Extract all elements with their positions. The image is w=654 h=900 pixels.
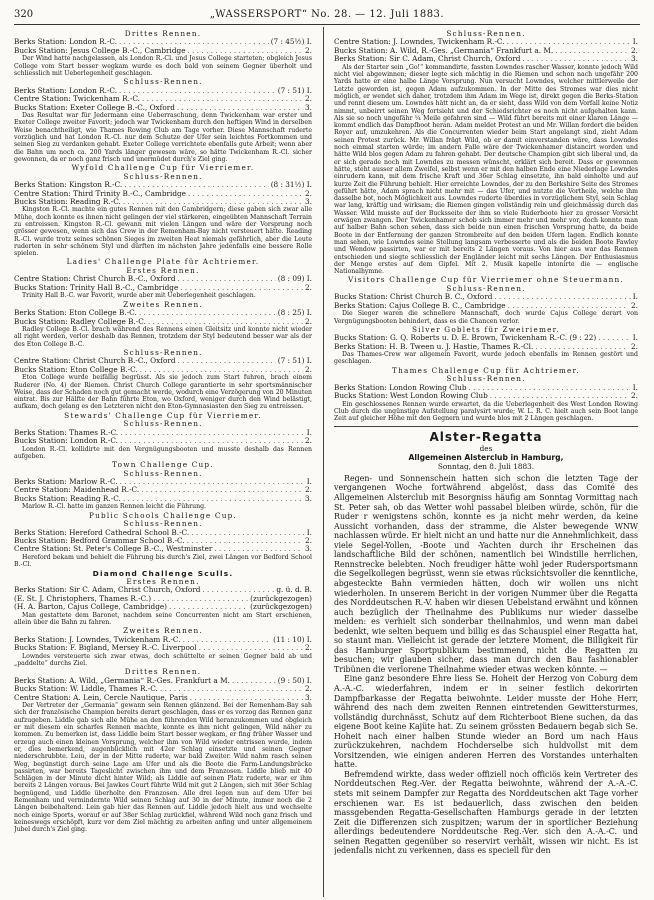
article-paragraph: Eine ganz besondere Ehre liess Se. Hoheit der Herzog von Coburg dem A.-A.-C. wiederfahren, indem er in seiner festlich dekorirten Dampfbarkasse der Regatta beiwohnte. Leider musste der Hohe Herr, während des nach dem zweiten Rennen eintretenden Gewittersturmes, vollständig durchnässt, Schutz auf dem Richterboot Biene suchen, da das eigene Boot keine Kajüte hat. Zu seinem grössten Bedauern begab sich Se. Hoheit nach einer halben Stunde wieder an Bord um nach Haus zurückzukehren, nachdem Hochderselbe sich huldvollst mit dem Vorsitzenden, wie einigen anderen Herren des Vorstandes unterhalten hatte. xyxy=(334,674,638,770)
leader-dots xyxy=(522,55,629,63)
section-heading: Diamond Challenge Sculls. xyxy=(92,568,234,578)
leader-dots xyxy=(120,437,303,445)
crew-label: Berks Station: Eton College B.-C. xyxy=(14,308,137,318)
race-report: Radley College B.-Cl. brach während des Rennens einen Gleitsitz und konnte nicht wieder all right werden, verlor deshalb das Rennen, trotzdem der Styl bedeutend besser war als der des Eton College B.-C. xyxy=(14,325,312,348)
crew-label: Centre Station: Third Trinity B.-C., Cambridge xyxy=(14,188,186,198)
placing: 2. xyxy=(305,45,312,55)
crew-label: Centre Station: Maidenhead R.-C. xyxy=(14,485,140,495)
race-report: Der Vertreter der „Germania“ gewann sein Rennen glänzend. Bei der Remenham-Bay sah sich der französische Champion bereits derart geschlagen, dass er es vorzog das Rennen ganz aufzugeben. Liddle gab sich alle Mühe an den führenden Wild heranzukommen und obgleich er mit diesem ein scharfes Rennen machte, konnte es ihm nicht gelingen, Wild näher zu kommen. Zu bemerken ist, dass Liddle beim Start besser wegkam, er fing früher Wasser und erzeug auch einen kleinen Vorsprung, welcher ihm von Wild wieder entrissen wurde, indem er, dies bemerkend, augenblicklich mit 42er Schlag einsetzte und seinen Gegner niederschrubbte. Leiu, der in der Mitte ruderte, war bald Zweiter. Wild nahm rasch seinen Weg, begünstigt durch seine Lage am Ufer und als die Boote die Farm-Landungsbrücke passirten, war bereits Tageslicht zwischen ihm und dem Franzosen. Liddle blieb mit 40 Schlägen in der Minute dicht hinter Wild; als Liddle auf seinen Platz ruderte, war er ihm bereits 2 Längen voraus. Bei Jawkes Court führte Wild mit gut 2 Längen, sich mit 36er Schlag begnügend, und Liddle überholte den Franzosen. Alle drei legen nun auf dem Ufer bei Remenham und vermindernte Wild seinen Schlag auf 30 in der Minute, immer noch die 2 Längen beibehaltend. Lein gab hier das Rennen auf. Liddle jedoch hielt aus und wechselte noch einige Sports, worauf er auf 38er Schlag zurückfiel, während Wild noch ganz frisch und keineswegs erschöpft, kurz vor dem Ziel mächtig zu arbeiten anfing und unter allgemeinem Jubel durch's Ziel ging. xyxy=(14,702,312,834)
crew-label: Bucks Station: London R.-C. xyxy=(14,436,118,446)
leader-dots xyxy=(141,486,303,494)
leader-dots xyxy=(120,429,305,437)
result-row xyxy=(14,318,312,326)
section-heading: Ladies' Challenge Plate für Achtriemer. xyxy=(66,257,260,267)
placing: (zurückgezogen) xyxy=(250,602,312,612)
crew-label: Berks Station: Sir C. Adam, Christ Church, Oxford xyxy=(334,54,521,64)
crew-label: Bucks Station: Trinity Hall B.-C., Cambridge xyxy=(14,282,179,292)
article-body xyxy=(334,474,638,856)
section-heading: Thames Challenge Cup für Achtriemer. xyxy=(392,365,580,375)
leader-dots xyxy=(119,87,276,95)
crew-label: Berks Station: J. Lowndes, Twickenham R.-C. xyxy=(14,634,181,644)
race-report: London R.-Cl. kollidirte mit den Vergnügungsbooten und musste deshalb das Rennen aufgeben. xyxy=(14,445,312,460)
result-row xyxy=(334,302,638,310)
race-report: Man gestattete dem Baronet, nachdem seine Concurrenten nicht am Start erschienen, allein über die Bahn zu fahren. xyxy=(14,611,312,627)
crew-label: Berks Station: Hereford Cathedral School B.-C. xyxy=(14,527,190,537)
crew-label: Centre Station: St. Peter's College B.-C., Westminster xyxy=(14,544,213,554)
crew-label: Centre Station: Twickenham R.-C. xyxy=(14,94,140,104)
race-report: Trinity Hall B.-C. war Favorit, wurde aber mit Ueberlegenheit geschlagen. xyxy=(22,292,256,300)
leader-dots xyxy=(178,357,276,365)
result-row xyxy=(14,694,312,702)
crew-label: Bucks Station: Jesus College B.-C., Cambridge xyxy=(14,45,186,55)
placing: I. xyxy=(632,37,638,47)
placing: 2. xyxy=(305,364,312,374)
leader-dots xyxy=(177,104,303,112)
result-row xyxy=(14,644,312,652)
crew-label: Centre Station: J. Lowndes, Twickenham R.-C. xyxy=(334,37,505,47)
crew-label: Centre Station: Christ Church B.-C., Oxford xyxy=(14,274,176,284)
article-paragraph: Befremdend wirkte, dass weder offiziell noch officiös kein Vertreter des Norddeutschen Reg.-Ver. der Regatta beiwohnte, während der A.-A.-C. stets mit seinem Dampfer zur Regatta des Norddeutschen akt Tage vorher erschienen war. Es ist bedauerlich, dass zwischen den beiden massgebenden Regatta-Gesellschaften Hamburgs gerade in der letzten Zeit die Differenzen sich zuspitzen; warum der in sportlicher Beziehung allerdings bedeutendere Norddeutsche Reg.-Ver. sich den A.-A.-C. und seinen Regatten gegenüber so reservirt verhält, wissen wir nicht. Es ist jedenfalls nicht zu verkennen, dass es speciell für den xyxy=(334,769,638,856)
result-row xyxy=(14,47,312,55)
crew-label: Centre Station: A. Lein, Cercle Nautique, Paris xyxy=(14,692,188,702)
crew-label: Berks Station: H. B. Tween u. J. Hastie, Thames R.-Cl. xyxy=(334,341,534,351)
leader-dots xyxy=(190,694,303,702)
placing: I. xyxy=(306,477,312,486)
leader-dots xyxy=(139,309,276,317)
article-title: Alster-Regatta xyxy=(429,430,543,445)
right-column xyxy=(334,30,638,898)
leader-dots xyxy=(232,677,276,685)
result-row xyxy=(334,343,638,351)
crew-label: Bucks Station: Christ Church B. C., Oxford xyxy=(334,292,493,302)
race-report: Die Sieger waren die schnellere Mannschaft, doch wurde Cajus College derart von Vergnügungsbooten behindert, dass es die Chancen verlor. xyxy=(334,310,638,325)
leader-dots xyxy=(188,47,304,55)
leader-dots xyxy=(191,529,305,537)
crew-label: Bucks Station: Radley College B.-C. xyxy=(14,316,146,326)
section-heading: Schluss-Rennen. xyxy=(446,283,526,293)
placing: g. ü. d. B. xyxy=(276,585,312,595)
crew-label: Bucks Station: Exeter College B.-C., Oxford xyxy=(14,102,175,112)
result-row xyxy=(14,366,312,374)
race-report: Das Thames-Crew war allgemein Favorit, wurde jedoch ebenfalls im Rennen gestört und geschlagen. xyxy=(334,351,638,366)
section-heading: Wyfold Challenge Cup für Vierriemer. xyxy=(71,163,255,173)
placing: 2. xyxy=(305,643,312,653)
crew-label: Centre Station: Christ Church B.-C., Oxford xyxy=(14,356,176,366)
leader-dots xyxy=(180,284,303,292)
race-report: Kingston R.-Cl. machte ein gutes Rennen mit den Cambridgern; diese gaben sich zwar alle Mühe, doch konnte es ihnen nicht gelingen der viel stärkeren, eingeübten Mannschaft Terrain zu entreissen. Kingston R.-Cl. gewann mit vielen Längen und wäre der Vorsprung noch grösser gewesen, wenn sich das Crew in der Remenham-Bay nicht versteuert hätte. Reading R.-Cl. wurde trotz seines schönen Sieges im zweiten Heat niemals gefährlich, aber die Leute ruderten in sehr schönem Styl und dürften im nächsten Jahre jedenfalls eine bessere Rolle spielen. xyxy=(14,206,312,258)
placing: 2. xyxy=(631,45,638,55)
leader-dots xyxy=(508,302,629,310)
section-heading: Drittes Rennen. xyxy=(124,30,202,38)
crew-label: Bucks Station: West London Rowing Club xyxy=(334,391,488,401)
section-heading: Schluss-Rennen. xyxy=(446,30,526,38)
crew-label: Berks Station: A. Wild, „Germania“ R.-Ges. Frankfurt a M. xyxy=(14,675,230,685)
leader-dots xyxy=(123,495,303,503)
placing: I. xyxy=(632,382,638,392)
leader-dots xyxy=(178,275,276,283)
race-report: Eton College wurde beifällig begrüsst. Als sie jedoch zum Start fuhren, brach einem Ruderer (No. 4) der Riemen. Christ Church College garantierte in sehr sportsmännischer Weise, dass der Schaden noch gut gemacht werde, wodurch eine Verzögerung von 20 Minuten eintrat. Bis zur Hälfte der Bahn führte Eton, wo Oxford, weniger durch den Wind belästigt, aufkam, doch gelang es den Letzteren nicht den Eton-Gymnasiasten den Sieg zu entreissen. xyxy=(14,374,312,411)
placing: 2. xyxy=(305,684,312,694)
placing: (9 : 50) I. xyxy=(277,675,312,685)
section-heading: Schluss-Rennen. xyxy=(123,77,203,87)
article-paragraph: Regen- und Sonnenschein hatten sich schon die letzten Tage der vergangenen Woche fortwährend abgelöst, dass das Comité des Allgemeinen Alsterclub mit Besorgniss häufig am Sonntag Vormittag nach St. Peter sah, ob das Wetter wohl passabel bleiben würde, schön, für die Ruder r wenigstens schön, konnte es ja nicht mehr werden, da keine Aussicht vorhanden, dass der stramme, die Alster bewegende WNW nachlassen würde. Er hielt nicht an und hatte nur die Annehmlichkeit, dass viele Segel-Yollen, -Boote und -Yachten durch ihr Erscheinen das landschaftliche Bild der schönen, namentlich bei Windstille herrlichen, Rennstrecke belebten. Noch freudiger hätte wohl jeder Rudersportsmann die Segelkollegen begrüsst, wenn sie etwas rücksichtsvoller die kenntliche, abgesteckte Bahn vermieden hätten, doch wir wollen uns nicht wiederholen. In unserem Bericht in der vorigen Nummer über die Regatta des Norddeutschen R.-V. haben wir diesen Uebelstand erwähnt und können auch bezüglich der Theilnahme des Publikums nur wieder dasselbe melden: es verhielt sich sonderbar theilnahmlos, und wenn man dabei bedenkt, wie selten bequem und billig es das Schauspiel einer Regatta hat, so staunt man. Vielleicht ist gerade der letztere Moment, die Billigkeit für das Hamburger Sportpublikum bestimmend, nicht die Regatten zu besuchen; wir glauben sicher, dass man durch den Bau fashionabler Tribünen die verlorene Theilnahme wieder etwas wecken könnte. — xyxy=(334,473,638,674)
placing: I. xyxy=(632,333,638,343)
leader-dots xyxy=(123,198,303,206)
result-row xyxy=(334,55,638,63)
placing: 2. xyxy=(631,391,638,401)
crew-label: (E. St. J. Christophers, Thames R.-C.) xyxy=(14,593,152,603)
section-heading: Visitors Challenge Cup für Vierriemer ohne Steuermann. xyxy=(348,275,624,285)
section-heading: Erstes Rennen. xyxy=(126,576,200,586)
article-club: Allgemeinen Alsterclub in Hamburg, xyxy=(408,452,564,462)
section-heading: Schluss-Rennen. xyxy=(123,519,203,529)
race-report: Das Resultat war für Jedermann eine Ueberraschung, denn Twickenham war erster und Exeter College zweiter Favorit; jedoch war Twickenham durch den heftigen Wind in derselben Weise benachtheiligt, wie Thames Rowing Club am Tage vorher. Diese Mannschaft ruderte vorzüglich und hat London R.-Cl. nur dem Schutze der Ufer sein leichtes Fortkommen und seinen Sieg zu verdanken gehabt. Exeter College verrichtete ebenfalls gute Arbeit; wenn aber die Bahn um noch ca. 200 Yards länger gewesen wäre, so hätte Twickenham R.-Cl. sicher gewonnen, da er noch ganz frisch und unermüdet durch's Ziel ging. xyxy=(14,112,312,163)
race-report: Als der Starter sein „Go!“ kommandirte, fassten Lowndes rascher Wasser, konnte jedoch Wild nicht viel abgewinnen; dieser legte sich mächtig in die Riemen und schon nach ungefähr 200 Yards hatte er eine halbe Länge Vorsprung. Nun versucht Lowndes, welcher mittlerweile der Letzte geworden ist, gegen Adam aufzukommen. In der Mitte des Stromes war dies nicht möglich, er wendet sich daher, trotzdem ihm Adam im Wege ist, direkt gegen die Berks-Station und rennt diesem um. Lowndes hätt nicht an, da er sieht, dass Wild von dem Vorfall keine Notiz nimmt, unbeirrt seinen Weg fortsieht und der Schiedsrichter es noch nicht aufgehalten kann. Als sie so noch ungefähr ¼ Meile gefahren sind — Wild führt bereits mit einer klaren Länge — kommt endlich das Dampfboot heran. Adam meldet Protest an und Mr. Willan fordert die beiden Royer auf, umzukehren. Als die Concurrenten wieder beim Start angelangt sind, zieht Adam seinen Protest zurück. Mr. Willan frägt Wild, ob er damit einverstanden wäre, dass Lowndes noch einmal starten würde; im andern Falle wäre der Twickenhamer distancirt worden und hätte Wild blos gegen Adam zu fahren gehabt. Der deutsche Champion gibt sich liberal und, da er sich gerade noch mit Lowndes zu messen wünscht, erklärt sich bereit. Dass er gewonnen hätte, steht ausser allem Zweifel, selbst wenn er mit den halben Ende eine Niederlage Lowndes einrudern kann, mit dem frische Kraft und 36er Schlag einsetzte, ihn bald einholte und auf kurze Zeit die Führung behielt. Hier erreichte Lowndes, der zu den Berkshire Seite des Stromes geführt hätte, Adam sprach nicht mehr mit — das Ufer, und nutzte die Vortheile, welche ihm dasselbe bot, noch Möglichkeit aus. Lowndes ruderte überdies in vorzüglichem Styl, sein Schlag war lang, kräftig und wirksam; die Riemen gingen vollständig rein und gleichmässig durch das Wasser. Wild musste auf der Bucksseite der ihm so viele Ruderboote hier zu grosser Vorsicht erwägen zwangen. Der Twickenhamer schob sich immer mehr und mehr vor, doch konnte man auf halber Bahn schon sehen, dass sich beide nun einen frischen Vorsprung hatte, da beide Boote in der Entfernung der ganzen Strombreite auf den beiden Ufern lagen. Endlich konnte man sehen, wie Lowndes seine Stellung langsam verbesserte und als die beiden Boote Fawley und Wendow passirten, war er mit bereits 2 Längen voraus. Von hier aus war das Rennen entschieden und siegte schliesslich der Engländer leicht mit sechs Längen. Der Enthusiasmus der Menge erstes auf dem Gipfel. Mit 2. Musik kapelle intonirte die — englische Nationalhymne. xyxy=(334,63,638,276)
crew-label: Bucks Station: F. Bigland, Mersey R.-C. Liverpool xyxy=(14,643,197,653)
placing: (8 : 31½) I. xyxy=(270,180,312,190)
crew-label: Bucks Station: Bedford Grammar School B.-C. xyxy=(14,536,185,546)
placing: (7 : 51) I. xyxy=(277,85,312,95)
leader-dots xyxy=(169,603,248,611)
placing: 3. xyxy=(305,196,312,206)
leader-dots xyxy=(494,293,630,301)
placing: 3. xyxy=(305,544,312,554)
leader-dots xyxy=(214,545,303,553)
placing: 2. xyxy=(305,282,312,292)
article-des: des xyxy=(479,443,493,453)
placing: 3. xyxy=(305,692,312,702)
alster-regatta-article xyxy=(334,430,638,856)
race-report: Hereford bekam und behielt die Führung bis durch's Ziel, zwei Längen vor Bedford School B.-Cl. xyxy=(14,553,312,569)
section-heading: Schluss-Rennen. xyxy=(446,374,526,384)
result-row xyxy=(14,198,312,206)
placing: (11 : 10) I. xyxy=(273,634,312,644)
crew-label: Berks Station: Marlow R.-C. xyxy=(14,477,118,486)
leader-dots xyxy=(598,334,631,342)
leader-dots xyxy=(535,343,629,351)
crew-label: Bucks Station: Reading R.-C. xyxy=(14,196,121,206)
race-report: Der Wind hatte nachgelassen, als London R.-Cl. und Jesus College starteten; obgleich Jesus College vom Start besser wegkam wurde es doch bald von seinem Gegner überholt und schliesslich mit Ueberlegenheit geschlagen. xyxy=(14,55,312,77)
page-header xyxy=(14,6,640,22)
article-date: Sonntag, den 8. Juli 1883. xyxy=(437,461,535,471)
placing: 3. xyxy=(631,54,638,64)
column-divider xyxy=(323,27,324,897)
placing: 2. xyxy=(305,536,312,546)
result-row xyxy=(14,603,312,611)
placing: I. xyxy=(632,292,638,302)
result-row xyxy=(14,495,312,503)
crew-label: Berks Station: Sir C. Adam, Christ Church, Oxford xyxy=(14,585,201,595)
leader-dots xyxy=(188,190,303,198)
section-heading: Silver Goblets für Zweiriemer. xyxy=(411,324,560,334)
section-heading: Schluss-Rennen. xyxy=(123,419,203,429)
crew-label: Berks Station: London R.-C. xyxy=(14,37,118,47)
placing: 2. xyxy=(305,316,312,326)
leader-dots xyxy=(469,384,631,392)
leader-dots xyxy=(120,478,305,486)
section-heading: Schluss-Rennen. xyxy=(123,171,203,181)
crew-label: Bucks Station: W. Liddle, Thames R.-C. xyxy=(14,684,158,694)
leader-dots xyxy=(199,644,303,652)
section-heading: Public Schools Challenge Cup. xyxy=(88,510,238,520)
result-row xyxy=(14,437,312,445)
placing: 2. xyxy=(631,300,638,310)
crew-label: Berks Station: London Rowing Club xyxy=(334,382,467,392)
placing: (zurückgezogen) xyxy=(250,593,312,603)
section-heading: Stewards' Challenge Cup für Vierriemer. xyxy=(64,410,262,420)
race-report: Lowndes versteuerte sich zwar etwas, doch schüttelte er seinen Gegner bald ab und „paddelte“ durchs Ziel. xyxy=(14,652,312,668)
article-separator xyxy=(334,426,638,427)
left-column xyxy=(14,30,312,898)
placing: (7 : 51) I. xyxy=(277,356,312,366)
placing: 2. xyxy=(631,341,638,351)
result-row xyxy=(14,284,312,292)
placing: (8 : 09) I. xyxy=(277,274,312,284)
leader-dots xyxy=(148,318,303,326)
running-title: „WASSERSPORT“ No. 28. — 12. Juli 1883. xyxy=(209,8,445,20)
result-row xyxy=(334,392,638,400)
section-heading: Schluss-Rennen. xyxy=(123,347,203,357)
section-heading: Zweites Rennen. xyxy=(123,299,203,309)
crew-label: Bucks Station: Reading R.-C. xyxy=(14,493,121,503)
section-heading: Zweites Rennen. xyxy=(123,626,203,636)
leader-dots xyxy=(490,392,629,400)
crew-label: Bucks Station: A. Wild, R.-Ges. „Germania“ Frankfurt a. M. xyxy=(334,45,554,55)
result-row xyxy=(14,545,312,553)
crew-label: Bucks Station: Eton College B.-C. xyxy=(14,364,138,374)
placing: (7 : 45½) I. xyxy=(270,37,312,47)
page-number: 320 xyxy=(14,8,34,20)
placing: I. xyxy=(306,527,312,537)
crew-label: Berks Station: Kingston R.-C. xyxy=(14,180,123,190)
placing: I. xyxy=(306,427,312,437)
section-heading: Erstes Rennen. xyxy=(126,265,200,275)
result-row xyxy=(14,104,312,112)
placing: 2. xyxy=(305,94,312,104)
leader-dots xyxy=(555,47,629,55)
section-heading: Drittes Rennen. xyxy=(124,667,202,677)
placing: 3. xyxy=(305,493,312,503)
placing: 2. xyxy=(305,485,312,495)
race-report: Marlow R.-Cl. hatte im ganzen Rennen leicht die Führung. xyxy=(22,503,207,511)
header-rule xyxy=(14,24,640,25)
crew-label: Berks Station: Thames R.-C. xyxy=(14,427,119,437)
race-report: Ein geschlossenes Rennen wurde erwartet, da die Ueberlegenheit des West London Rowing Club durch die ungünstige Aufstellung paralysirt wurde; W. L. R. C. hielt auch sein Boot lange Zeit auf gleicher Höhe mit den Gegnern und wurde blos mit 2 Längen geschlagen. xyxy=(334,400,638,423)
leader-dots xyxy=(140,366,303,374)
leader-dots xyxy=(153,595,248,603)
crew-label: Bucks Station: G. Q. Roberts u. D. E. Brown, Twickenham R.-C. (9 : 22) xyxy=(334,333,597,343)
section-heading: Schluss-Rennen. xyxy=(123,468,203,478)
placing: 2. xyxy=(305,188,312,198)
crew-label: (H. A. Barton, Cajus College, Cambridge) xyxy=(14,602,168,612)
placing: (8 : 25) I. xyxy=(277,308,312,318)
crew-label: Berks Station: Cajus College B. C., Cambridge xyxy=(334,300,506,310)
placing: 2. xyxy=(305,436,312,446)
henley-results-continued xyxy=(334,30,638,422)
placing: 3. xyxy=(305,102,312,112)
crew-label: Berks Station: London R.-C. xyxy=(14,85,118,95)
section-heading: Town Challenge Cup. xyxy=(112,460,214,470)
